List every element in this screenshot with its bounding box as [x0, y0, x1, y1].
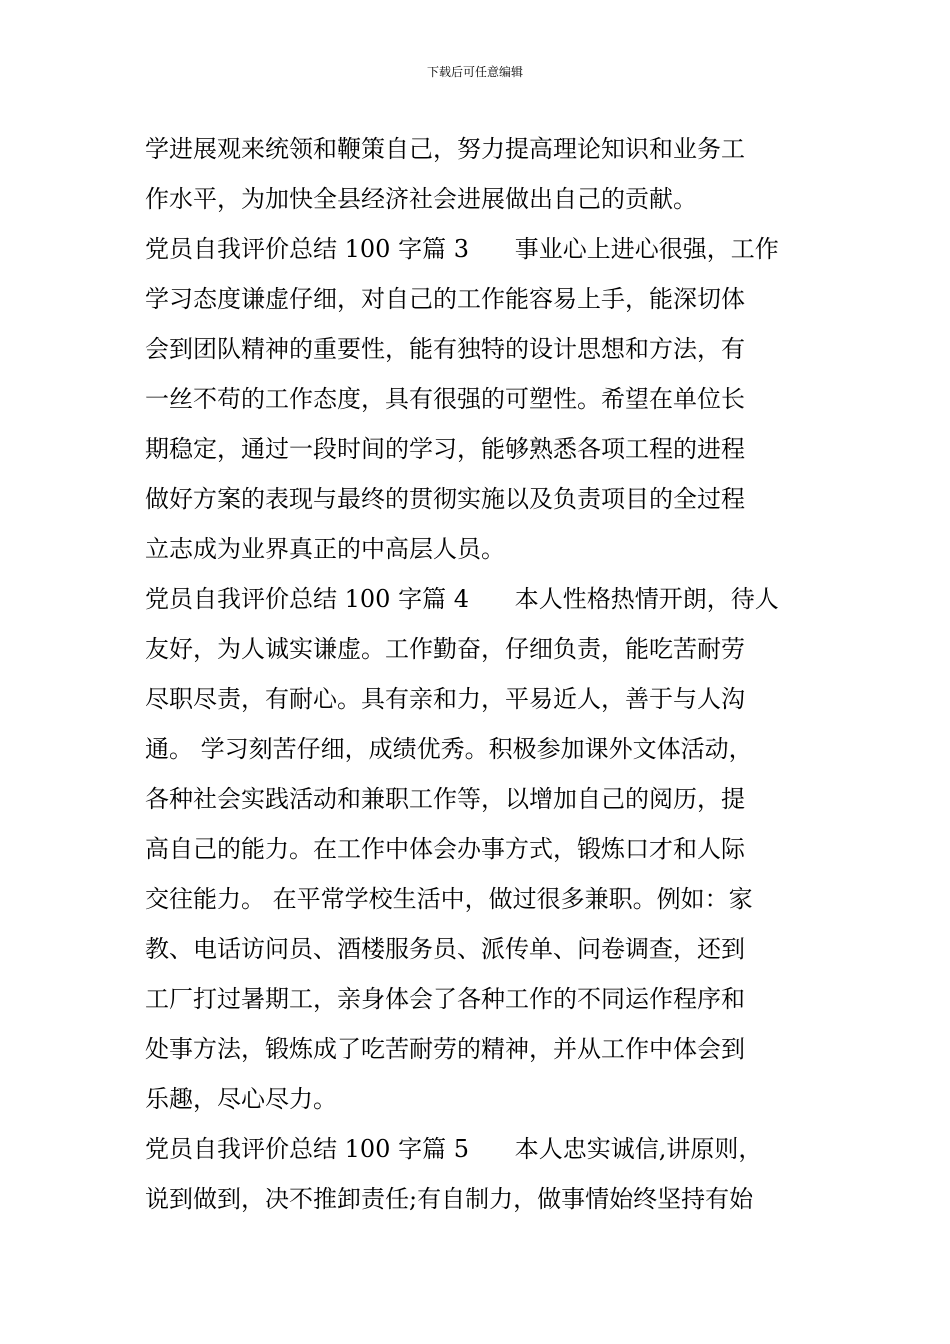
page-header: 下载后可任意编辑 [426, 65, 523, 79]
text-line: 乐趣，尽心尽力。 [145, 1085, 337, 1113]
document-body [145, 124, 815, 1224]
text-line: 交往能力。 在平常学校生活中，做过很多兼职。例如：家 [145, 885, 753, 913]
text-line: 高自己的能力。在工作中体会办事方式，锻炼口才和人际 [145, 835, 745, 863]
text-line: 各种社会实践活动和兼职工作等，以增加自己的阅历，提 [145, 785, 745, 813]
text-line: 尽职尽责，有耐心。具有亲和力，平易近人，善于与人沟 [145, 685, 745, 713]
text-line: 学进展观来统领和鞭策自己，努力提高理论知识和业务工 [145, 135, 745, 163]
text-line: 友好，为人诚实谦虚。工作勤奋，仔细负责，能吃苦耐劳 [145, 635, 745, 663]
text-line: 会到团队精神的重要性，能有独特的设计思想和方法，有 [145, 335, 745, 363]
text-line: 做好方案的表现与最终的贯彻实施以及负责项目的全过程 [145, 485, 745, 513]
text-line: 工厂打过暑期工，亲身体会了各种工作的不同运作程序和 [145, 985, 745, 1013]
text-line: 一丝不苟的工作态度，具有很强的可塑性。希望在单位长 [145, 385, 745, 413]
text-line: 处事方法，锻炼成了吃苦耐劳的精神，并从工作中体会到 [145, 1035, 745, 1063]
text-line: 立志成为业界真正的中高层人员。 [145, 535, 505, 563]
text-line: 作水平，为加快全县经济社会进展做出自己的贡献。 [145, 185, 697, 213]
text-line: 说到做到，决不推卸责任;有自制力，做事情始终坚持有始 [145, 1185, 754, 1213]
text-line: 教、电话访问员、酒楼服务员、派传单、问卷调查，还到 [145, 935, 745, 963]
section-heading-line: 党员自我评价总结 100 字篇 5 本人忠实诚信,讲原则， [145, 1135, 763, 1163]
text-line: 通。 学习刻苦仔细，成绩优秀。积极参加课外文体活动， [145, 735, 753, 763]
text-line: 学习态度谦虚仔细，对自己的工作能容易上手，能深切体 [145, 285, 745, 313]
section-heading-line: 党员自我评价总结 100 字篇 4 本人性格热情开朗，待人 [145, 585, 779, 613]
text-line: 期稳定，通过一段时间的学习，能够熟悉各项工程的进程 [145, 435, 745, 463]
section-heading-line: 党员自我评价总结 100 字篇 3 事业心上进心很强，工作 [145, 235, 779, 263]
